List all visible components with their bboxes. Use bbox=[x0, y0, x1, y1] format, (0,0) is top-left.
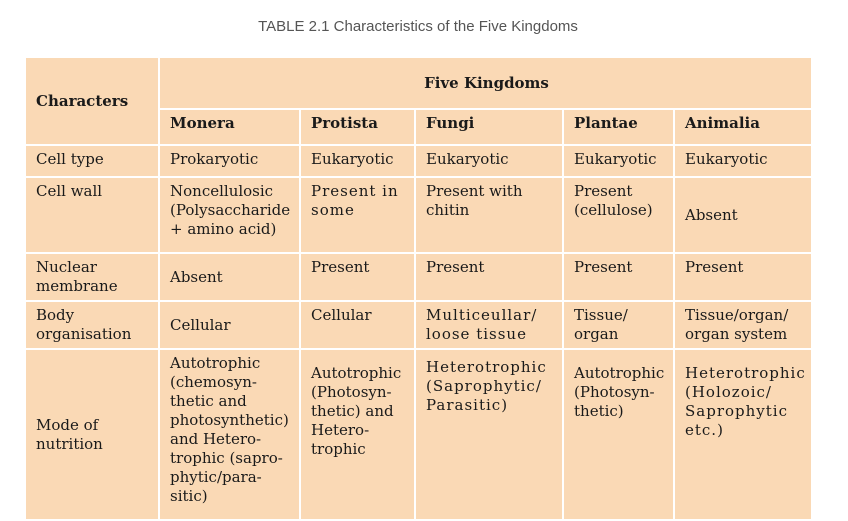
table-cell: Present bbox=[300, 253, 415, 301]
table-cell: Absent bbox=[159, 253, 300, 301]
table-cell: Eukaryotic bbox=[415, 145, 563, 177]
table-cell: Prokaryotic bbox=[159, 145, 300, 177]
table-cell: Autotrophic (Photosyn-thetic) bbox=[563, 349, 674, 520]
table-cell: Noncellulosic (Polysaccharide + amino acid) bbox=[159, 177, 300, 253]
table-cell: Autotrophic (Photosyn-thetic) and Hetero-trophic bbox=[300, 349, 415, 520]
table-cell: Present bbox=[415, 253, 563, 301]
row-label: Body organisation bbox=[25, 301, 159, 349]
table-cell: Autotrophic (chemosyn-thetic and photosynthetic) and Hetero-trophic (sapro-phytic/para-sitic) bbox=[159, 349, 300, 520]
five-kingdoms-table bbox=[24, 56, 813, 521]
table-cell: Eukaryotic bbox=[300, 145, 415, 177]
table-cell: Tissue/ organ bbox=[563, 301, 674, 349]
table-cell: Cellular bbox=[300, 301, 415, 349]
table-header-row bbox=[25, 57, 812, 109]
table-cell: Eukaryotic bbox=[674, 145, 812, 177]
kingdom-header-fungi: Fungi bbox=[415, 109, 563, 145]
table-cell: Eukaryotic bbox=[563, 145, 674, 177]
table-cell: Present (cellulose) bbox=[563, 177, 674, 253]
table-cell: Present with chitin bbox=[415, 177, 563, 253]
table-cell: Cellular bbox=[159, 301, 300, 349]
table-cell: Multiceullar/ loose tissue bbox=[415, 301, 563, 349]
table-cell: Heterotrophic (Holozoic/ Saprophytic etc.) bbox=[674, 349, 812, 520]
table-cell: Heterotrophic (Saprophytic/ Parasitic) bbox=[415, 349, 563, 520]
table-caption: TABLE 2.1 Characteristics of the Five Kingdoms bbox=[258, 18, 578, 35]
kingdom-header-plantae: Plantae bbox=[563, 109, 674, 145]
table-row bbox=[25, 177, 812, 253]
table-row bbox=[25, 349, 812, 520]
row-label: Cell type bbox=[25, 145, 159, 177]
kingdom-header-monera: Monera bbox=[159, 109, 300, 145]
table-cell: Present in some bbox=[300, 177, 415, 253]
kingdom-header-protista: Protista bbox=[300, 109, 415, 145]
kingdom-header-animalia: Animalia bbox=[674, 109, 812, 145]
table-row bbox=[25, 253, 812, 301]
table-cell: Present bbox=[563, 253, 674, 301]
row-label: Nuclear membrane bbox=[25, 253, 159, 301]
table-cell: Absent bbox=[674, 177, 812, 253]
table-row bbox=[25, 301, 812, 349]
table-cell: Tissue/organ/ organ system bbox=[674, 301, 812, 349]
table-cell: Present bbox=[674, 253, 812, 301]
row-label: Mode of nutrition bbox=[25, 349, 159, 520]
characters-header: Characters bbox=[25, 57, 159, 145]
table-row bbox=[25, 145, 812, 177]
row-label: Cell wall bbox=[25, 177, 159, 253]
five-kingdoms-header: Five Kingdoms bbox=[159, 57, 812, 109]
